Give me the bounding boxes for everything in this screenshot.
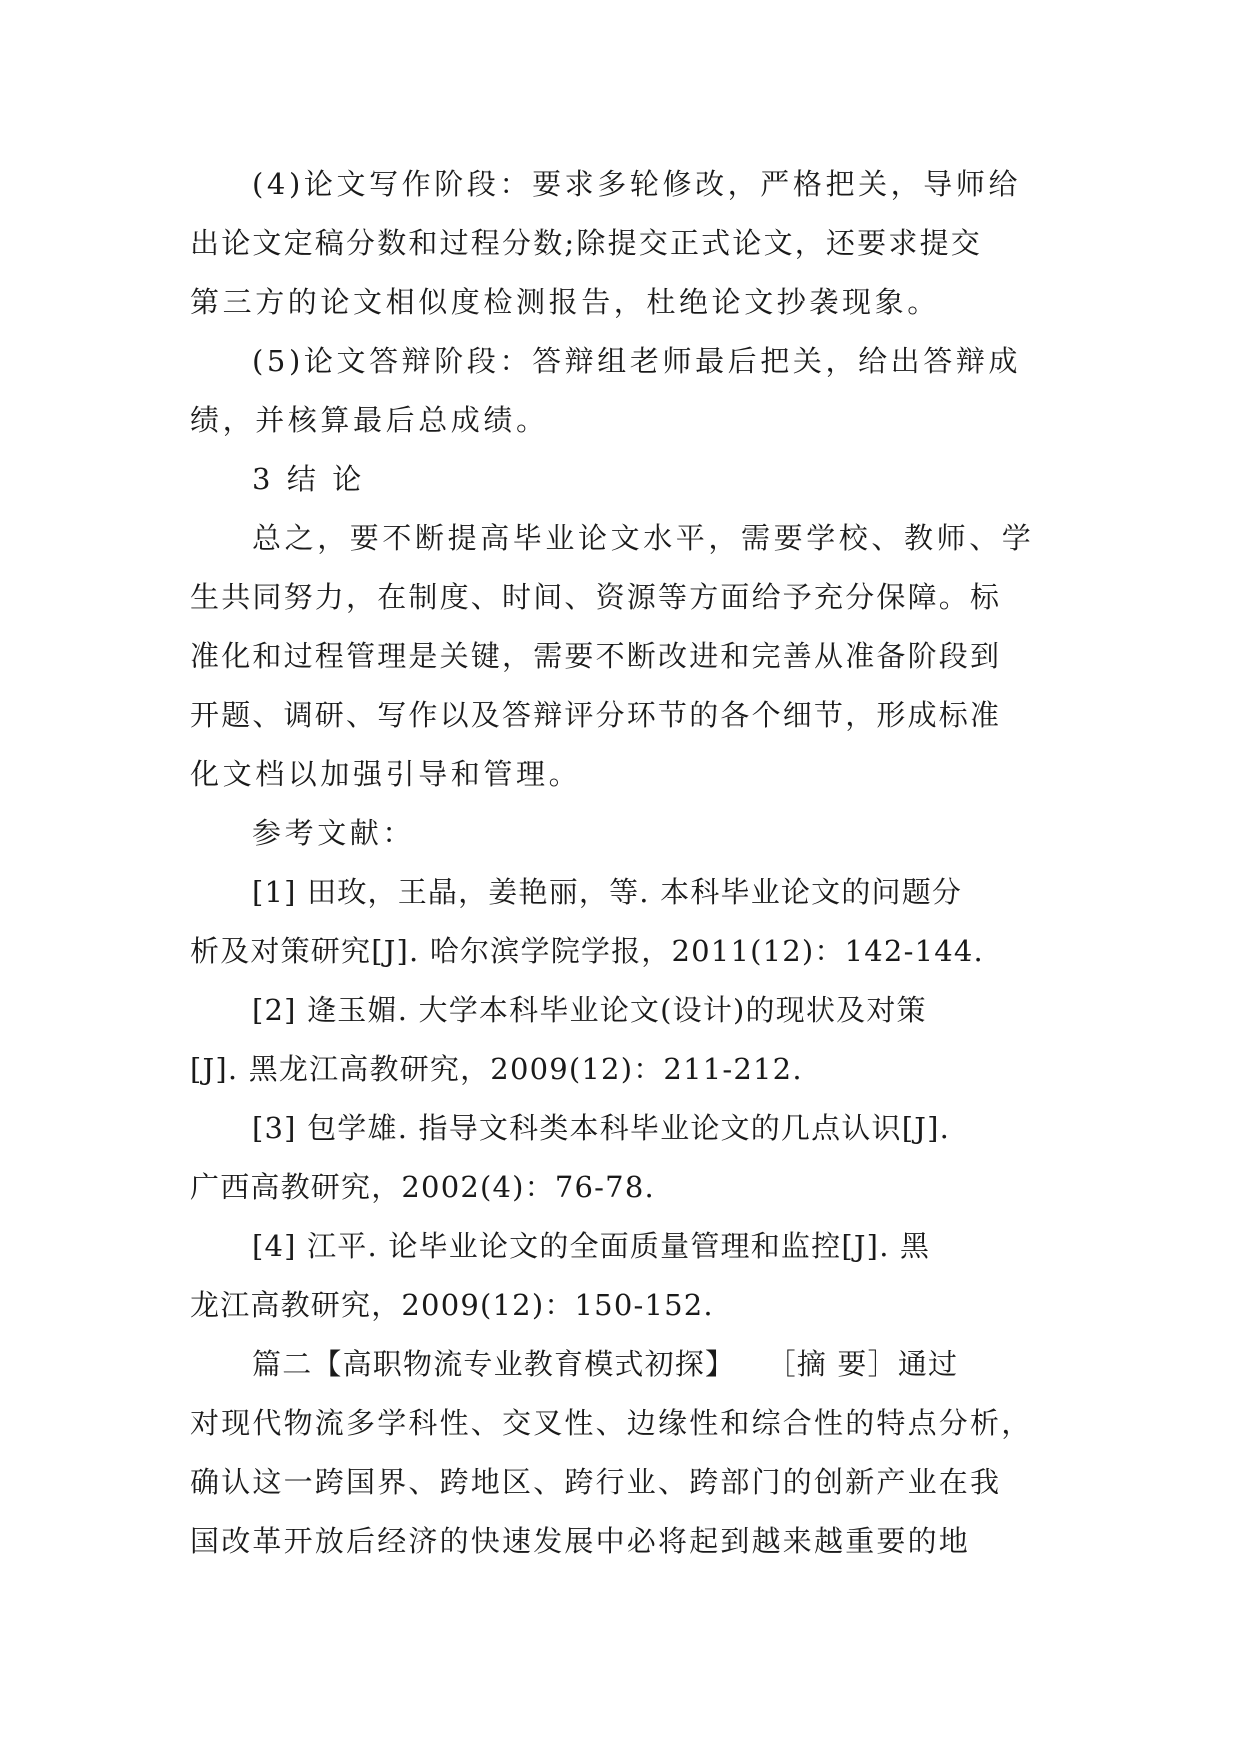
reference-entry: 析及对策研究[J]. 哈尔滨学院学报，2011(12)：142-144. [190,934,984,968]
reference-entry: [4] 江平. 论毕业论文的全面质量管理和监控[J]. 黑 [252,1229,931,1263]
reference-entry: 龙江高教研究，2009(12)：150-152. [190,1288,714,1322]
paragraph-line: 绩，并核算最后总成绩。 [190,403,549,437]
paragraph-line: 化文档以加强引导和管理。 [190,757,582,791]
reference-entry: [J]. 黑龙江高教研究，2009(12)：211-212. [190,1052,803,1086]
paragraph-line: 开题、调研、写作以及答辩评分环节的各个细节，形成标准 [190,698,1002,732]
reference-entry: [3] 包学雄. 指导文科类本科毕业论文的几点认识[J]. [252,1111,951,1145]
reference-entry: 广西高教研究，2002(4)：76-78. [190,1170,655,1204]
paragraph-line: 出论文定稿分数和过程分数;除提交正式论文，还要求提交 [190,226,982,260]
references-heading: 参考文献： [252,816,416,850]
section-heading: 3 结 论 [252,462,365,496]
paragraph-line: 第三方的论文相似度检测报告，杜绝论文抄袭现象。 [190,285,940,319]
article-heading-line: 篇二【高职物流专业教育模式初探】 ［摘 要］通过 [252,1347,959,1381]
paragraph-line: (5)论文答辩阶段：答辩组老师最后把关，给出答辩成 [252,344,1022,378]
paragraph-line: 对现代物流多学科性、交叉性、边缘性和综合性的特点分析， [190,1406,1033,1440]
reference-entry: [1] 田玫，王晶，姜艳丽，等. 本科毕业论文的问题分 [252,875,963,909]
paragraph-line: 总之，要不断提高毕业论文水平，需要学校、教师、学 [252,521,1035,555]
paragraph-line: 准化和过程管理是关键，需要不断改进和完善从准备阶段到 [190,639,1002,673]
paragraph-line: (4)论文写作阶段：要求多轮修改，严格把关，导师给 [252,167,1022,201]
paragraph-line: 国改革开放后经济的快速发展中必将起到越来越重要的地 [190,1524,971,1558]
paragraph-line: 生共同努力，在制度、时间、资源等方面给予充分保障。标 [190,580,1002,614]
paragraph-line: 确认这一跨国界、跨地区、跨行业、跨部门的创新产业在我 [190,1465,1002,1499]
reference-entry: [2] 逄玉媚. 大学本科毕业论文(设计)的现状及对策 [252,993,927,1027]
